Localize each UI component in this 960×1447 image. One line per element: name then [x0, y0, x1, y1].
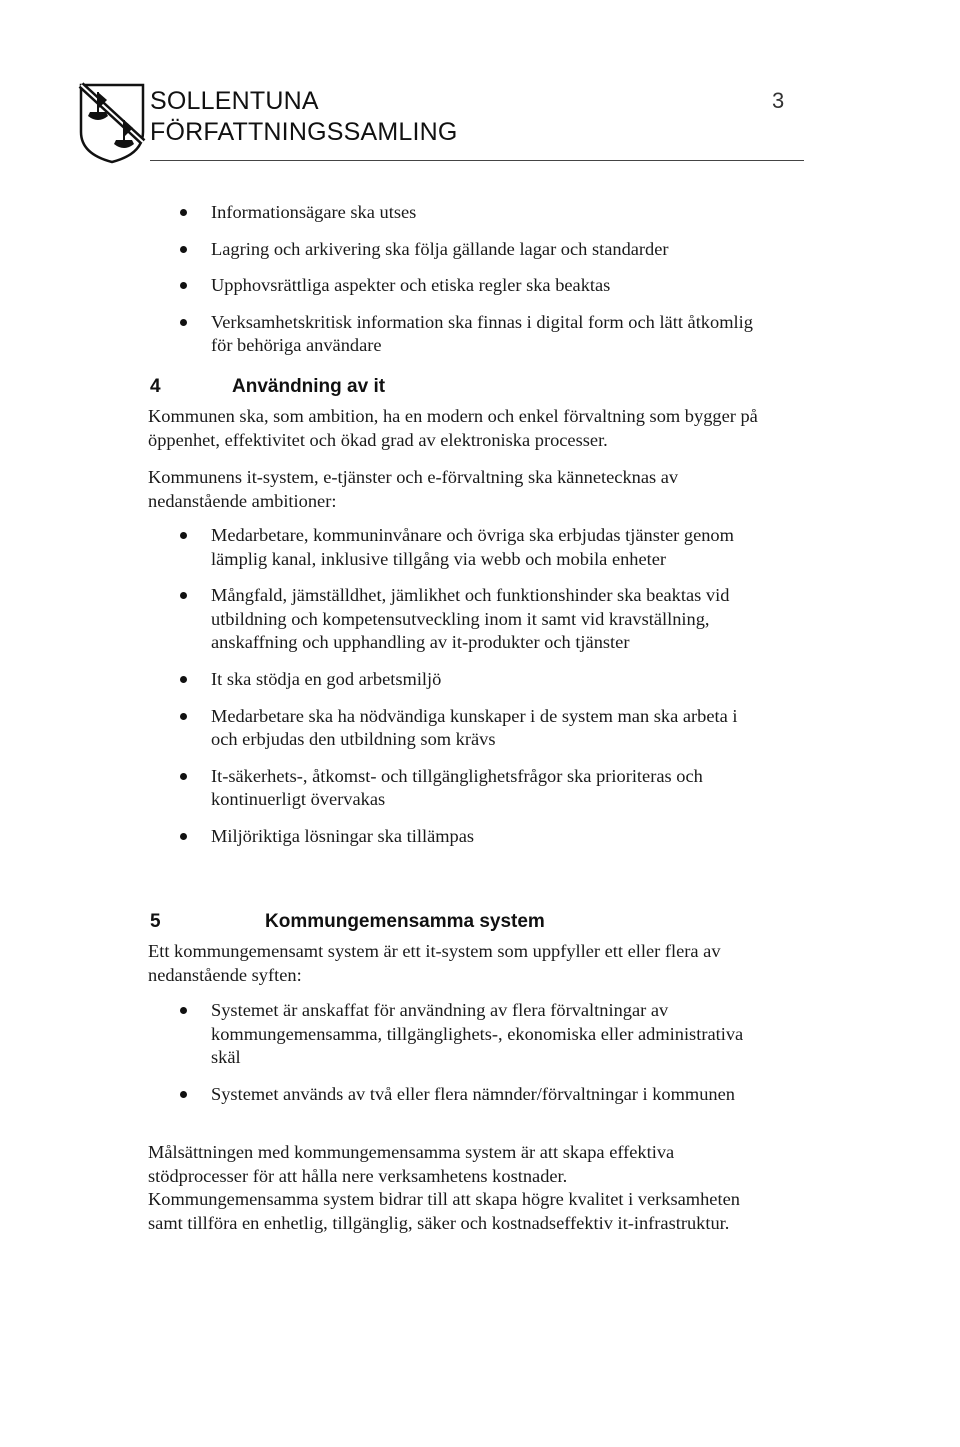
- section-5-paragraph-2: Målsättningen med kommungemensamma system är att skapa effektiva stödprocesser för att hålla nere verksamhetens kostnader.: [148, 1142, 675, 1186]
- section-5-paragraph-1: Ett kommungemensamt system är ett it-system som uppfyller ett eller flera av nedanstående syften:: [148, 941, 721, 985]
- list-item: Upphovsrättliga aspekter och etiska regler ska beaktas: [176, 274, 776, 298]
- header-title: [150, 86, 458, 148]
- list-item: Verksamhetskritisk information ska finnas i digital form och lätt åtkomlig för behöriga användare: [176, 311, 756, 358]
- list-item: Medarbetare ska ha nödvändiga kunskaper i de system man ska arbeta i och erbjudas den utbildning som krävs: [176, 705, 766, 752]
- list-item: Medarbetare, kommuninvånare och övriga ska erbjudas tjänster genom lämplig kanal, inklusive tillgång via webb och mobila enheter: [176, 524, 766, 571]
- list-item: Systemet är anskaffat för användning av flera förvaltningar av kommungemensamma, tillgänglighets-, ekonomiska eller administrativa skäl: [176, 999, 756, 1070]
- section-4-paragraph-2: Kommunens it-system, e-tjänster och e-förvaltning ska kännetecknas av nedanstående ambitioner:: [148, 467, 679, 511]
- section-5-bullet-list: [176, 999, 756, 1106]
- section-number: 4: [150, 376, 161, 397]
- list-item: It ska stödja en god arbetsmiljö: [176, 668, 766, 692]
- list-item: Informationsägare ska utses: [176, 201, 776, 225]
- municipal-crest-logo: [78, 82, 146, 164]
- section-number: 5: [150, 911, 161, 932]
- header-title-line2: FÖRFATTNINGSSAMLING: [150, 118, 458, 146]
- list-item: It-säkerhets-, åtkomst- och tillgänglighetsfrågor ska prioriteras och kontinuerligt övervakas: [176, 765, 766, 812]
- section-title: Användning av it: [232, 376, 386, 397]
- list-item: Mångfald, jämställdhet, jämlikhet och funktionshinder ska beaktas vid utbildning och kompetensutveckling inom it samt vid kravställning, anskaffning och upphandling av it-produkter och tjänster: [176, 584, 766, 655]
- top-bullet-list: [176, 201, 776, 358]
- section-5-paragraph-3: Kommungemensamma system bidrar till att skapa högre kvalitet i verksamheten samt tillföra en enhetlig, tillgänglig, säker och kostnadseffektiv it-infrastruktur.: [148, 1189, 740, 1233]
- crest-icon: [78, 82, 146, 164]
- section-title: Kommungemensamma system: [265, 911, 545, 932]
- page-number: 3: [772, 88, 785, 113]
- list-item: Lagring och arkivering ska följa gällande lagar och standarder: [176, 238, 776, 262]
- header-title-line1: SOLLENTUNA: [150, 87, 319, 115]
- header-divider: [150, 160, 804, 161]
- list-item: Miljöriktiga lösningar ska tillämpas: [176, 825, 766, 849]
- list-item: Systemet används av två eller flera nämnder/förvaltningar i kommunen: [176, 1083, 756, 1107]
- section-4-paragraph-1: Kommunen ska, som ambition, ha en modern och enkel förvaltning som bygger på öppenhet, effektivitet och ökad grad av elektroniska processer.: [148, 406, 758, 450]
- section-4-bullet-list: [176, 524, 766, 849]
